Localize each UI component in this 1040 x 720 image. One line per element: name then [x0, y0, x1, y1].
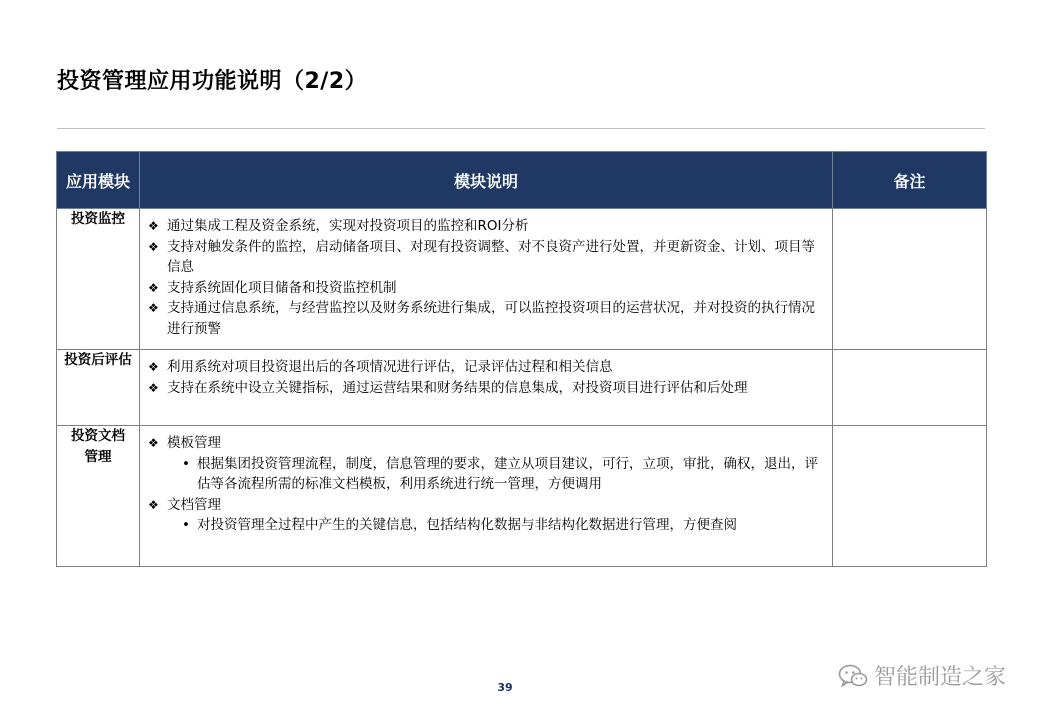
module-cell — [57, 426, 140, 567]
dot-bullet-icon: • — [182, 455, 190, 472]
diamond-bullet-icon: ❖ — [148, 380, 159, 395]
module-cell — [57, 209, 140, 350]
watermark — [838, 660, 1006, 691]
bullet-item: ❖ 支持系统固化项目储备和投资监控机制 — [148, 278, 824, 299]
remark-cell — [833, 209, 987, 350]
function-table — [56, 151, 987, 567]
table-header-row — [57, 152, 987, 209]
bullet-item: ❖ 模板管理 — [148, 433, 824, 454]
module-name: 投资监控 — [71, 211, 125, 227]
dot-bullet-icon: • — [182, 517, 190, 533]
table-row — [57, 350, 987, 426]
module-name: 投资后评估 — [64, 352, 132, 368]
diamond-bullet-icon: ❖ — [148, 497, 159, 512]
description-cell — [140, 426, 833, 567]
watermark-text: 智能制造之家 — [873, 665, 1006, 690]
bullet-item: ❖ 支持通过信息系统，与经营监控以及财务系统进行集成，可以监控投资项目的运营状况，并对投资的执行情况进行预警 — [148, 300, 815, 337]
diamond-bullet-icon: ❖ — [148, 219, 159, 233]
title-divider — [57, 128, 985, 129]
wechat-icon — [838, 663, 868, 689]
header-module: 应用模块 — [57, 152, 140, 209]
module-cell — [57, 350, 140, 426]
remark-cell — [833, 426, 987, 567]
table-row — [57, 209, 987, 350]
sub-bullet-item: • 根据集团投资管理流程，制度，信息管理的要求，建立从项目建议，可行，立项，审批，确权，退出，评估等各流程所需的标准文档模板，利用系统进行统一管理，方便调用 — [182, 455, 818, 492]
table-row — [57, 426, 987, 567]
page-title: 投资管理应用功能说明（2/2） — [57, 69, 368, 94]
header-description: 模块说明 — [140, 152, 833, 209]
page-number: 39 — [497, 681, 513, 694]
remark-cell — [833, 350, 987, 426]
description-cell — [140, 350, 833, 426]
bullet-item: ❖ 利用系统对项目投资退出后的各项情况进行评估，记录评估过程和相关信息 — [148, 357, 824, 378]
bullet-item: ❖ 文档管理 — [148, 495, 824, 516]
header-remark: 备注 — [833, 152, 987, 209]
diamond-bullet-icon: ❖ — [148, 360, 159, 374]
description-cell — [140, 209, 833, 350]
bullet-item: ❖ 支持在系统中设立关键指标，通过运营结果和财务结果的信息集成，对投资项目进行评估和后处理 — [148, 378, 824, 399]
module-name: 管理 — [84, 448, 112, 465]
diamond-bullet-icon: ❖ — [148, 301, 159, 315]
bullet-item: ❖ 通过集成工程及资金系统，实现对投资项目的监控和ROI分析 — [148, 216, 824, 237]
diamond-bullet-icon: ❖ — [148, 436, 159, 450]
diamond-bullet-icon: ❖ — [148, 280, 159, 295]
diamond-bullet-icon: ❖ — [148, 239, 159, 254]
module-name: 投资文档 — [71, 428, 125, 444]
bullet-item: ❖ 支持对触发条件的监控，启动储备项目、对现有投资调整、对不良资产进行处置，并更新资金、计划、项目等信息 — [148, 238, 815, 275]
sub-bullet-item: • 对投资管理全过程中产生的关键信息，包括结构化数据与非结构化数据进行管理，方便查阅 — [148, 515, 824, 536]
